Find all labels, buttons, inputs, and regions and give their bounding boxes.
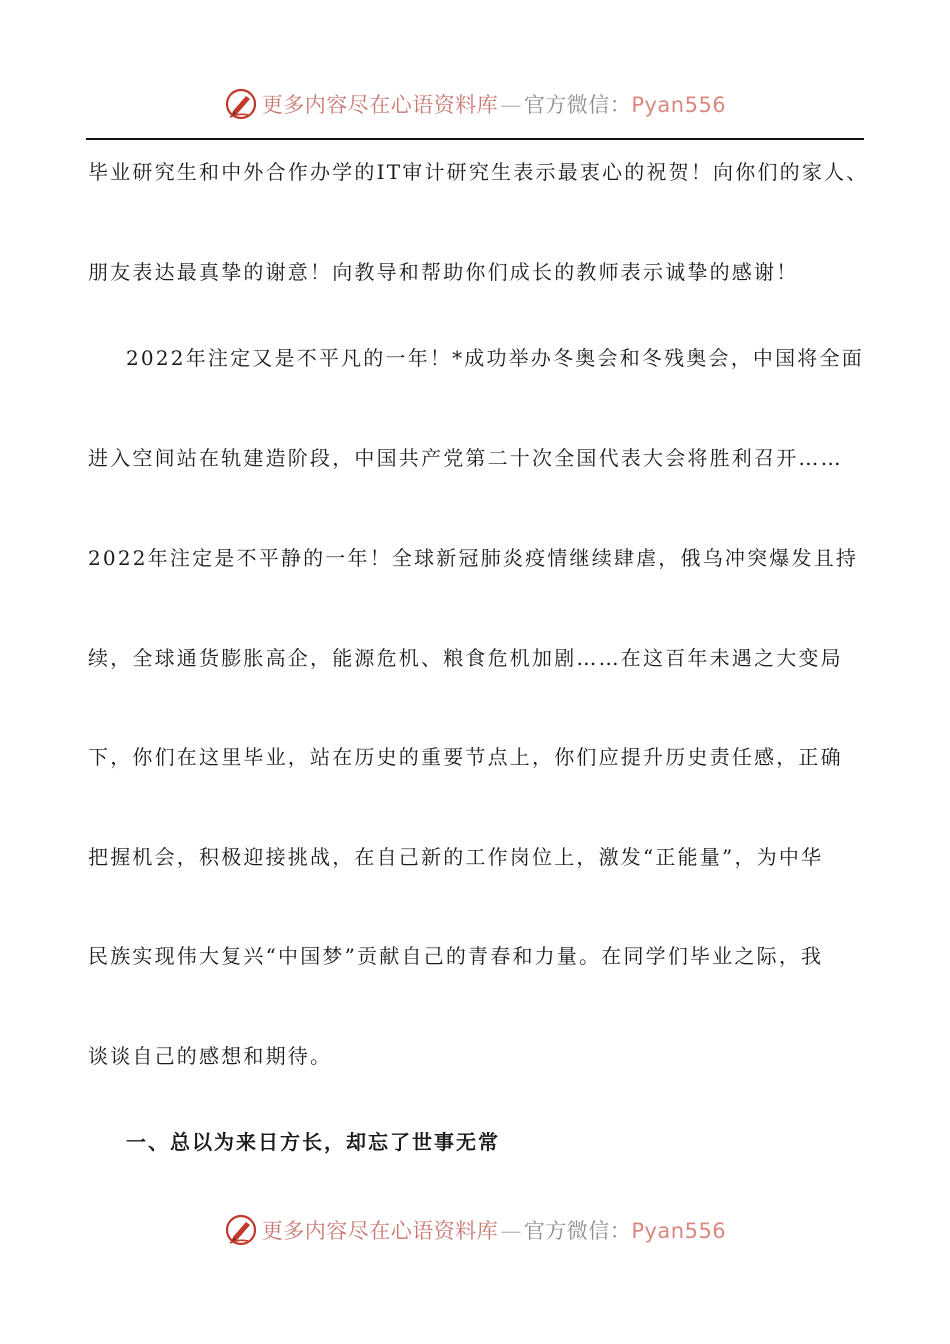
- body-line-8: 把握机会，积极迎接挑战，在自己新的工作岗位上，激发“正能量”，为中华: [88, 845, 824, 869]
- body-line-4: 进入空间站在轨建造阶段，中国共产党第二十次全国代表大会将胜利召开……: [88, 446, 843, 470]
- body-line-9: 民族实现伟大复兴“中国梦”贡献自己的青春和力量。在同学们毕业之际，我: [88, 944, 824, 968]
- watermark-label: 官方微信：: [523, 1219, 632, 1243]
- watermark-wechat-id: Pyan556: [631, 93, 727, 117]
- body-line-1: 毕业研究生和中外合作办学的IT审计研究生表示最衷心的祝贺！向你们的家人、: [88, 160, 869, 184]
- watermark-dash: —: [500, 93, 522, 117]
- watermark-text: 更多内容尽在心语资料库: [261, 93, 499, 117]
- body-line-5: 2022年注定是不平静的一年！全球新冠肺炎疫情继续肆虐，俄乌冲突爆发且持: [88, 546, 859, 570]
- header-divider: [86, 138, 864, 140]
- body-line-10: 谈谈自己的感想和期待。: [88, 1044, 333, 1068]
- pen-logo-icon: [224, 87, 258, 121]
- header-watermark: [0, 84, 950, 124]
- body-line-7: 下，你们在这里毕业，站在历史的重要节点上，你们应提升历史责任感，正确: [88, 745, 843, 769]
- watermark-label: 官方微信：: [523, 93, 632, 117]
- watermark-text: 更多内容尽在心语资料库: [261, 1219, 499, 1243]
- body-line-3: 2022年注定又是不平凡的一年！*成功举办冬奥会和冬残奥会，中国将全面: [126, 346, 864, 370]
- watermark-dash: —: [500, 1219, 522, 1243]
- body-line-6: 续，全球通货膨胀高企，能源危机、粮食危机加剧……在这百年未遇之大变局: [88, 646, 843, 670]
- footer-watermark: [0, 1210, 950, 1250]
- section-heading: 一、总以为来日方长，却忘了世事无常: [126, 1130, 500, 1154]
- watermark-wechat-id: Pyan556: [631, 1219, 727, 1243]
- body-line-2: 朋友表达最真挚的谢意！向教导和帮助你们成长的教师表示诚挚的感谢！: [88, 260, 799, 284]
- pen-logo-icon: [224, 1213, 258, 1247]
